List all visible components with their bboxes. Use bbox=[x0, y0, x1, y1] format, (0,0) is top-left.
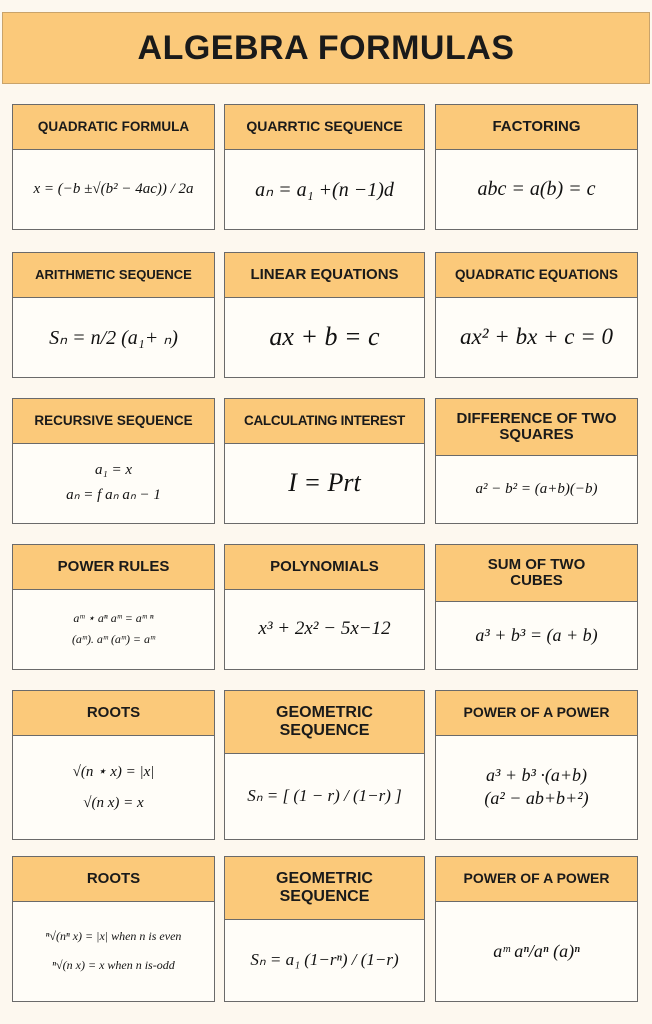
card-header: QUADRATIC FORMULA bbox=[13, 105, 214, 150]
formula-line-2: (a² − ab+b+²) bbox=[484, 788, 589, 808]
title-banner bbox=[2, 12, 650, 84]
formula-line-2: (aᵐ). aᵐ (aᵐ) = aᵐ bbox=[71, 632, 156, 646]
formula-line-2: √(n x) = x bbox=[83, 795, 144, 811]
formula-line-1: aᵐ ⋆ aⁿ aᵐ = aᵐ ⁿ bbox=[73, 611, 154, 625]
formula-line-1: a³ + b³ ·(a+b) bbox=[485, 765, 588, 785]
card-body bbox=[436, 601, 637, 669]
card-factoring bbox=[435, 104, 638, 230]
formula-line-1: ⁿ√(nⁿ x) = |x| when n is even bbox=[45, 929, 182, 943]
card-geometric-sequence bbox=[224, 690, 425, 840]
card-power-of-a-power-2 bbox=[435, 856, 638, 1002]
card-header: GEOMETRIC SEQUENCE bbox=[225, 691, 424, 754]
formula: aᵐ aⁿ/aⁿ (a)ⁿ bbox=[493, 940, 580, 961]
formula: Sₙ = a₁ (1−rⁿ) / (1−r) bbox=[250, 950, 399, 969]
card-body bbox=[436, 297, 637, 377]
formula: I = Prt bbox=[288, 468, 361, 497]
card-roots bbox=[12, 690, 215, 840]
card-quarrtic-sequence bbox=[224, 104, 425, 230]
card-body bbox=[13, 149, 214, 229]
card-header: POWER OF A POWER bbox=[436, 857, 637, 902]
card-body bbox=[13, 735, 214, 839]
card-polynomials bbox=[224, 544, 425, 670]
card-header: QUADRATIC EQUATIONS bbox=[436, 253, 637, 298]
card-body bbox=[436, 455, 637, 523]
formula-line-1: a₁ = x bbox=[95, 462, 132, 478]
card-header: ROOTS bbox=[13, 857, 214, 902]
card-calculating-interest bbox=[224, 398, 425, 524]
formula: x³ + 2x² − 5x−12 bbox=[258, 618, 391, 639]
formula: ax + b = c bbox=[269, 322, 380, 351]
card-header: QUARRTIC SEQUENCE bbox=[225, 105, 424, 150]
formula: abc = a(b) = c bbox=[477, 177, 596, 200]
formula: aₙ = a₁ +(n −1)d bbox=[255, 178, 394, 201]
card-power-of-a-power bbox=[435, 690, 638, 840]
formula: a³ + b³ = (a + b) bbox=[475, 624, 598, 645]
formula: x = (−b ±√(b² − 4ac)) / 2a bbox=[33, 180, 194, 197]
card-body bbox=[225, 443, 424, 523]
formula: Sₙ = [ (1 − r) / (1−r) ] bbox=[247, 786, 402, 805]
card-header: POLYNOMIALS bbox=[225, 545, 424, 590]
card-header: CALCULATING INTEREST bbox=[225, 399, 424, 444]
card-arithmetic-sequence bbox=[12, 252, 215, 378]
card-header: GEOMETRIC SEQUENCE bbox=[225, 857, 424, 920]
card-difference-of-two-squares bbox=[435, 398, 638, 524]
card-header: POWER RULES bbox=[13, 545, 214, 590]
card-geometric-sequence-2 bbox=[224, 856, 425, 1002]
formula-line-2: aₙ = f aₙ aₙ − 1 bbox=[66, 487, 161, 503]
card-body bbox=[225, 297, 424, 377]
card-body bbox=[436, 901, 637, 1001]
card-sum-of-two-cubes bbox=[435, 544, 638, 670]
card-body bbox=[225, 753, 424, 839]
card-header: ARITHMETIC SEQUENCE bbox=[13, 253, 214, 298]
card-body bbox=[225, 149, 424, 229]
card-header: POWER OF A POWER bbox=[436, 691, 637, 736]
formula-line-2: ⁿ√(n x) = x when n is-odd bbox=[52, 958, 175, 972]
card-recursive-sequence bbox=[12, 398, 215, 524]
card-header: DIFFERENCE OF TWO SQUARES bbox=[436, 399, 637, 456]
card-body bbox=[225, 919, 424, 1001]
card-body bbox=[225, 589, 424, 669]
card-quadratic-formula bbox=[12, 104, 215, 230]
card-linear-equations bbox=[224, 252, 425, 378]
card-header: FACTORING bbox=[436, 105, 637, 150]
card-body bbox=[13, 297, 214, 377]
formula: ax² + bx + c = 0 bbox=[459, 324, 614, 349]
card-body bbox=[13, 901, 214, 1001]
card-quadratic-equations bbox=[435, 252, 638, 378]
card-body bbox=[436, 149, 637, 229]
card-header: ROOTS bbox=[13, 691, 214, 736]
card-body bbox=[13, 589, 214, 669]
card-header: RECURSIVE SEQUENCE bbox=[13, 399, 214, 444]
card-body bbox=[13, 443, 214, 523]
card-roots-2 bbox=[12, 856, 215, 1002]
formula-line-1: √(n ⋆ x) = |x| bbox=[72, 764, 155, 780]
formula: a² − b² = (a+b)(−b) bbox=[475, 480, 598, 497]
card-header: SUM OF TWO CUBES bbox=[436, 545, 637, 602]
page-title: ALGEBRA FORMULAS bbox=[137, 28, 515, 67]
card-header: LINEAR EQUATIONS bbox=[225, 253, 424, 298]
card-body bbox=[436, 735, 637, 839]
card-power-rules bbox=[12, 544, 215, 670]
formula: Sₙ = n/2 (a₁+ ₙ) bbox=[49, 326, 178, 349]
